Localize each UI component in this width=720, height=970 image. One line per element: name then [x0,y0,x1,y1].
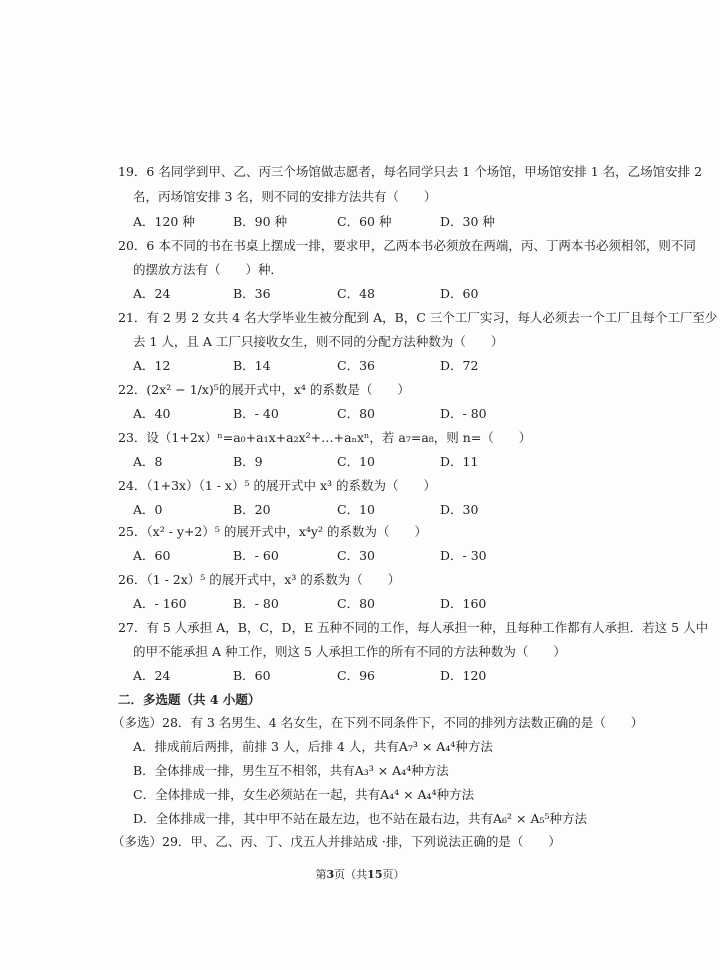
question-28-option-a: A．排成前后两排，前排 3 人，后排 4 人，共有A₇³ × A₄⁴种方法 [133,739,493,754]
question-27-option-c: C．96 [337,668,375,683]
question-24-option-c: C．10 [337,502,375,517]
question-25-option-d: D．- 30 [440,548,487,563]
question-25-option-b: B．- 60 [233,548,279,563]
question-28-stem: （多选）28．有 3 名男生、4 名女生，在下列不同条件下，不同的排列方法数正确的是（ ） [112,715,644,730]
question-27-line-1: 27．有 5 人承担 A，B，C，D，E 五种不同的工作，每人承担一种，且每种工作都有人承担．若这 5 人中 [118,620,709,635]
question-19-line-1: 19．6 名同学到甲、乙、丙三个场馆做志愿者，每名同学只去 1 个场馆，甲场馆安排 1 名，乙场馆安排 2 [118,164,703,179]
question-22-option-a: A．40 [133,406,171,421]
footer-prefix: 第 [315,868,327,881]
question-20-option-a: A．24 [133,286,171,301]
question-24-option-b: B．20 [233,502,271,517]
question-21-line-2: 去 1 人，且 A 工厂只接收女生，则不同的分配方法种数为（ ） [133,334,504,349]
question-23-stem: 23．设（1+2x）ⁿ=a₀+a₁x+a₂x²+…+aₙxⁿ，若 a₇=a₈，则 n=（ ） [118,430,532,445]
question-22-stem: 22．(2x² − 1/x)⁵的展开式中，x⁴ 的系数是（ ） [118,382,410,397]
question-21-option-b: B．14 [233,358,271,373]
question-23-option-c: C．10 [337,454,375,469]
question-22-option-d: D．- 80 [440,406,487,421]
question-27-option-d: D．120 [440,668,487,683]
question-21-option-a: A．12 [133,358,171,373]
question-28-option-c: C．全体排成一排，女生必须站在一起，共有A₄⁴ × A₄⁴种方法 [133,787,475,802]
question-21-line-1: 21．有 2 男 2 女共 4 名大学毕业生被分配到 A，B，C 三个工厂实习，每人必须去一个工厂且每个工厂至少 [118,310,718,325]
question-26-option-b: B．- 80 [233,596,279,611]
question-27-option-a: A．24 [133,668,171,683]
footer-total-pages: 15 [367,868,383,881]
question-27-option-b: B．60 [233,668,271,683]
question-21-option-c: C．36 [337,358,375,373]
question-25-stem: 25．（x² - y+2）⁵ 的展开式中，x⁴y² 的系数为（ ） [118,524,427,539]
footer-page-number: 3 [326,868,335,881]
question-24-stem: 24．（1+3x）（1 - x）⁵ 的展开式中 x³ 的系数为（ ） [118,478,437,493]
question-20-option-b: B．36 [233,286,271,301]
question-20-line-1: 20．6 本不同的书在书桌上摆成一排，要求甲，乙两本书必须放在两端，丙、丁两本书必须相邻，则不同 [118,238,696,253]
question-23-option-b: B．9 [233,454,263,469]
question-19-line-2: 名，丙场馆安排 3 名，则不同的安排方法共有（ ） [133,189,437,204]
question-22-option-c: C．80 [337,406,375,421]
question-19-option-b: B．90 种 [233,214,288,229]
page-footer [0,866,720,882]
question-24-option-d: D．30 [440,502,479,517]
question-19-option-a: A．120 种 [133,214,195,229]
question-24-option-a: A．0 [133,502,163,517]
question-26-option-a: A．- 160 [133,596,187,611]
question-19-option-c: C．60 种 [337,214,392,229]
question-27-line-2: 的甲不能承担 A 种工作，则这 5 人承担工作的所有不同的方法种数为（ ） [133,644,566,659]
question-23-option-a: A．8 [133,454,163,469]
question-26-option-d: D．160 [440,596,487,611]
question-19-option-d: D．30 种 [440,214,495,229]
question-25-option-c: C．30 [337,548,375,563]
question-29-stem: （多选）29．甲、乙、丙、丁、戊五人并排站成 ·排，下列说法正确的是（ ） [112,834,561,849]
question-26-stem: 26．（1 - 2x）⁵ 的展开式中，x³ 的系数为（ ） [118,572,401,587]
question-25-option-a: A．60 [133,548,171,563]
question-21-option-d: D．72 [440,358,479,373]
question-20-line-2: 的摆放方法有（ ）种． [133,262,284,277]
question-20-option-d: D．60 [440,286,479,301]
question-22-option-b: B．- 40 [233,406,279,421]
question-28-option-d: D．全体排成一排，其中甲不站在最左边，也不站在最右边，共有A₆² × A₅⁵种方法 [133,811,588,826]
question-28-option-b: B．全体排成一排，男生互不相邻，共有A₃³ × A₄⁴种方法 [133,763,449,778]
footer-middle: 页（共 [334,868,368,881]
question-23-option-d: D．11 [440,454,479,469]
question-20-option-c: C．48 [337,286,375,301]
section-title: 二．多选题（共 4 小题） [118,692,261,707]
question-26-option-c: C．80 [337,596,375,611]
footer-suffix: 页） [382,868,405,881]
